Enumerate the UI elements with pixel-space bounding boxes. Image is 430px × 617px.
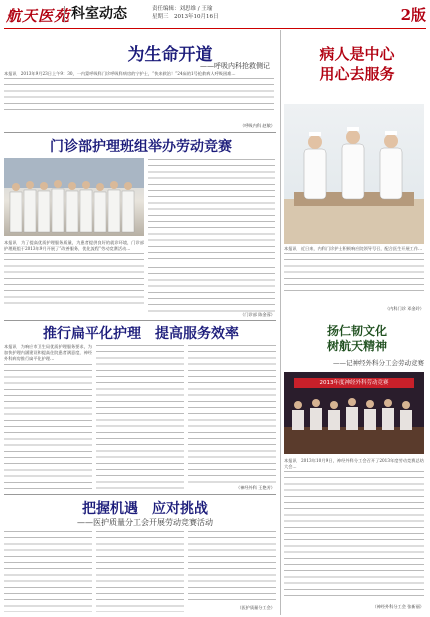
nurse-photo-illustration — [284, 104, 424, 244]
article3-title: 推行扁平化护理 提高服务效率 — [43, 326, 239, 342]
article2-body-right-2 — [148, 266, 275, 312]
article1-body — [4, 71, 274, 120]
section-name: 科室动态 — [64, 6, 127, 22]
page-number: 2版 — [400, 6, 426, 24]
article1-subtitle: ——呼吸内科抢救侧记 — [200, 62, 270, 70]
article4-text-lines-1 — [4, 530, 92, 612]
meeting-photo-illustration — [284, 372, 424, 454]
competition-meeting-photo — [284, 372, 424, 454]
issue-meta — [152, 5, 219, 21]
article3-col1 — [4, 344, 92, 490]
article2-body-left — [4, 240, 144, 312]
nurse-desk-photo — [284, 104, 424, 244]
article5-lead: 本报讯 2013年10月9日，神经外科分工会召开了2013年度劳动竞赛总结大会… — [284, 458, 424, 470]
article4-title: 把握机遇 应对挑战 — [82, 501, 208, 517]
photo1-caption-text: 本报讯 近日来，内科门诊护士积极响应院领导号召，配合医生开展工作… — [284, 246, 423, 251]
article5-body — [284, 458, 424, 600]
article3-byline: （神经外科 王艳芳） — [235, 485, 275, 490]
page-header — [4, 2, 426, 29]
article1-byline: （呼吸内科 赵敏） — [240, 123, 275, 128]
article1-text-lines — [4, 77, 274, 113]
article1-title: 为生命开道 — [127, 45, 213, 65]
slogan1-line1: 病人是中心 — [319, 45, 395, 63]
group-photo-illustration — [4, 158, 144, 236]
divider — [4, 494, 276, 495]
article5-subtitle: ——记神经外科分工会劳动竞赛 — [333, 359, 424, 367]
editor-line: 责任编辑：刘思维 / 王瑜 — [152, 6, 213, 12]
slogan2-line1: 扬仁韧文化 — [326, 324, 387, 338]
article2-text-lines-left — [4, 252, 144, 305]
article3-col3 — [188, 344, 276, 484]
article3-text-lines-3 — [188, 344, 276, 484]
article5-byline: （神经外科分工会 张新丽） — [372, 604, 424, 609]
article5-text-lines — [284, 470, 424, 598]
staff-group-photo — [4, 158, 144, 236]
photo1-caption — [284, 246, 424, 304]
photo1-caption-lines — [284, 252, 424, 294]
article3-lead: 本报讯 为响应市卫生局优质护理服务要求，为加快护理内涵建设和提高住院患者满意度，神经外科病房推行扁平化护理… — [4, 344, 92, 362]
article4-text-lines-2 — [96, 530, 184, 612]
article3-text-lines-1 — [4, 363, 92, 489]
slogan1-line2: 用心去服务 — [319, 65, 395, 83]
slogan2-line2: 树航天精神 — [326, 339, 387, 353]
article2-byline: （门诊部 陈金蓉） — [240, 312, 275, 317]
article4-col2 — [96, 530, 184, 612]
calligraphy-slogan-1 — [292, 44, 422, 84]
photo1-byline: （内科门诊 邓金玲） — [384, 306, 424, 311]
competition-banner: 2013年度神经外科劳动竞赛 — [294, 378, 414, 388]
masthead: 航天医苑 — [6, 7, 71, 25]
column-divider — [280, 30, 281, 615]
article3-col2 — [96, 344, 184, 490]
article2-text-lines-right — [148, 158, 275, 263]
date-line: 星期三 2013年10月16日 — [152, 14, 219, 20]
article3-text-lines-2 — [96, 344, 184, 490]
article2-title: 门诊部护理班组举办劳动竞赛 — [50, 139, 232, 155]
article4-byline: （医护质量分工会） — [237, 605, 275, 610]
article4-subtitle: ——医护质量分工会开展劳动竞赛活动 — [77, 518, 213, 527]
article4-text-lines-3 — [188, 530, 276, 604]
calligraphy-slogan-2 — [292, 324, 422, 354]
article4-col3 — [188, 530, 276, 604]
article2-text-lines-right-2 — [148, 266, 275, 312]
article1-lead: 本报讯 2013年9月23日上午9：30，一内蒙呼吸科门诊呼吸科病房的宁护士，“快来救治！”24床的1号抢救病人呼吸困难… — [4, 71, 236, 76]
article2-lead: 本报讯 为了提高优质护理服务质量，为患者提供良好的就诊环境，门诊部护理班组于2013年9月开展了“改善服务，优化流程”劳动竞赛活动… — [4, 240, 144, 252]
article4-col1 — [4, 530, 92, 612]
divider — [4, 132, 276, 133]
article2-body-right — [148, 158, 275, 263]
divider — [4, 320, 276, 321]
